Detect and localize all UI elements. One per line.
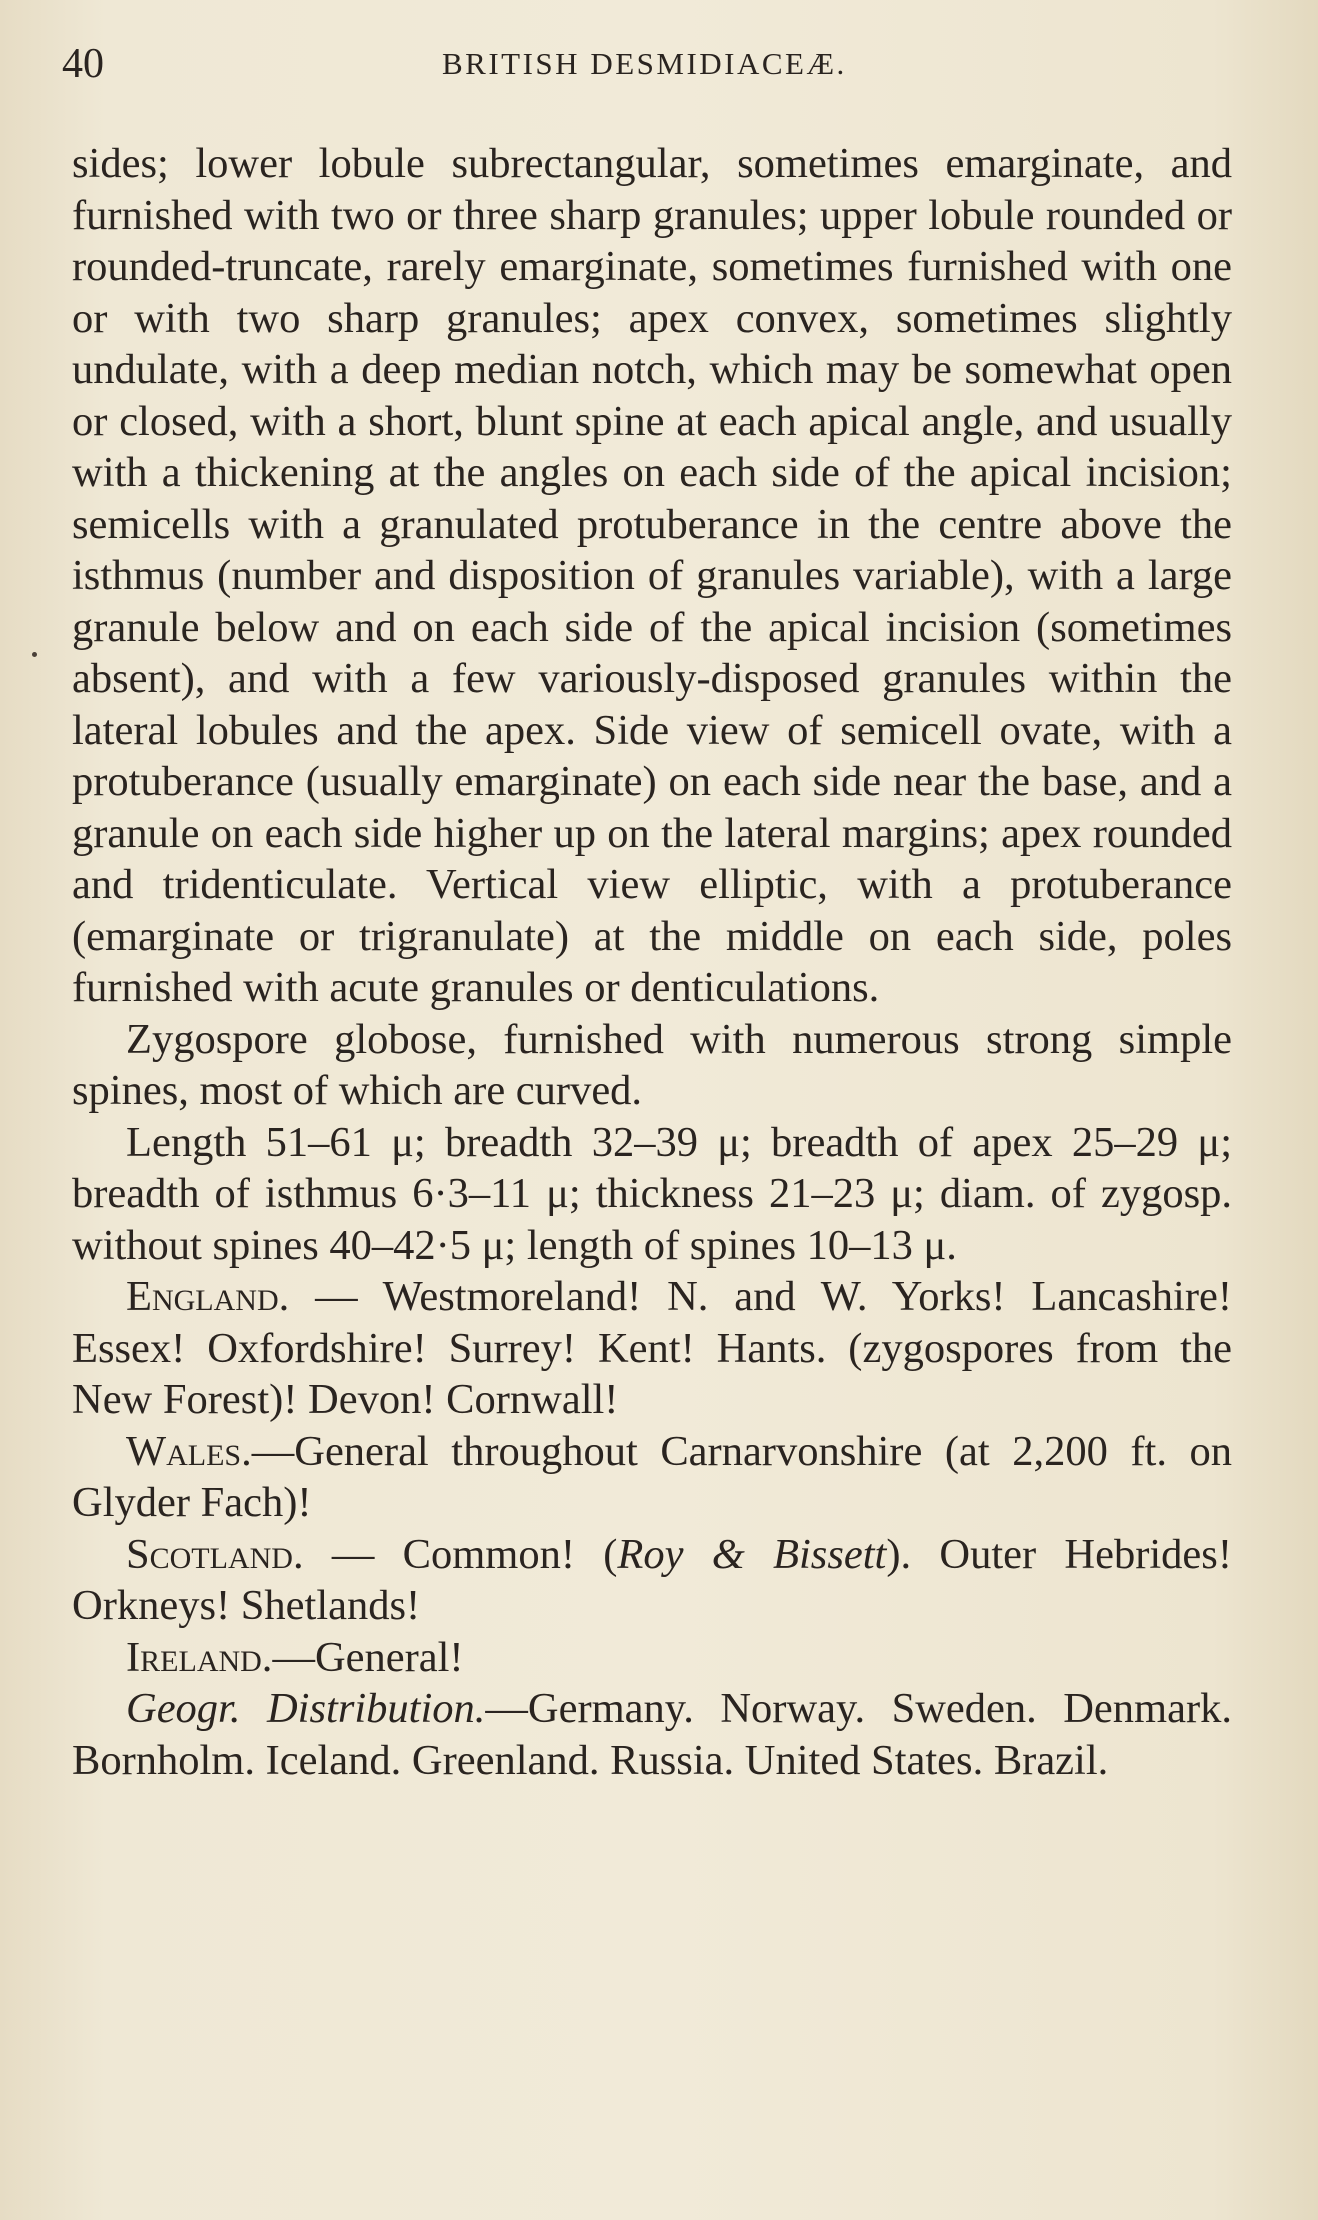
zygospore-paragraph: Zygospore globose, furnished with numerous strong simple spines, most of which are curved. bbox=[72, 1015, 1232, 1114]
page-number: 40 bbox=[62, 41, 104, 87]
scotland-authority: Roy & Bissett bbox=[617, 1530, 887, 1578]
wales-paragraph bbox=[72, 1426, 1232, 1529]
running-head: BRITISH DESMIDIACEÆ. bbox=[442, 46, 847, 81]
distribution-label: Geogr. Distribution. bbox=[126, 1685, 486, 1732]
england-text: — Westmoreland! N. and W. Yorks! Lancashire! Essex! Oxfordshire! Surrey! Kent! Hants. (zygospores from the New Forest)! Devon! Cornwall! bbox=[72, 1273, 1232, 1423]
ireland-text: —General! bbox=[272, 1633, 464, 1681]
ireland-paragraph bbox=[72, 1632, 1232, 1684]
scotland-paragraph bbox=[72, 1529, 1232, 1632]
page-header bbox=[62, 38, 1228, 88]
scotland-label: Scotland. bbox=[126, 1530, 304, 1578]
wales-text: —General throughout Carnarvonshire (at 2,200 ft. on Glyder Fach)! bbox=[72, 1427, 1232, 1526]
scotland-text-before: — Common! ( bbox=[303, 1530, 618, 1578]
wales-label: Wales. bbox=[126, 1427, 252, 1475]
england-paragraph bbox=[72, 1271, 1232, 1426]
ireland-label: Ireland. bbox=[126, 1633, 273, 1681]
measurements-paragraph: Length 51–61 μ; breadth 32–39 μ; breadth of apex 25–29 μ; breadth of isthmus 6·3–11 μ; thickness 21–23 μ; diam. of zygosp. without spines 40–42·5 μ; length of spines 10–13 μ. bbox=[72, 1118, 1232, 1269]
scotland-text-after: ). Outer Hebrides! Orkneys! Shetlands! bbox=[72, 1530, 1232, 1629]
description-paragraph: sides; lower lobule subrectangular, sometimes emarginate, and furnished with two or three sharp granules; upper lobule rounded or rounded-truncate, rarely emarginate, sometimes furnished with one or with two sharp granules; apex convex, sometimes slightly undulate, with a deep median notch, which may be somewhat open or closed, with a short, blunt spine at each apical angle, and usually with a thickening at the angles on each side of the apical incision; semicells with a granulated protuberance in the centre above the isthmus (number and disposition of granules variable), with a large granule below and on each side of the apical incision (sometimes absent), and with a few variously-disposed granules within the lateral lobules and the apex. Side view of semicell ovate, with a protuberance (usually emarginate) on each side near the base, and a granule on each side higher up on the lateral margins; apex rounded and tridenticulate. Vertical view elliptic, with a protuberance (emarginate or trigranulate) at the middle on each side, poles furnished with acute granules or denticulations. bbox=[72, 140, 1232, 1011]
margin-mark bbox=[32, 652, 37, 657]
distribution-paragraph bbox=[72, 1683, 1232, 1786]
distribution-text: —Germany. Norway. Sweden. Denmark. Bornholm. Iceland. Greenland. Russia. United States. Brazil. bbox=[72, 1685, 1232, 1784]
page-body bbox=[72, 138, 1232, 1786]
england-label: England. bbox=[126, 1273, 290, 1320]
